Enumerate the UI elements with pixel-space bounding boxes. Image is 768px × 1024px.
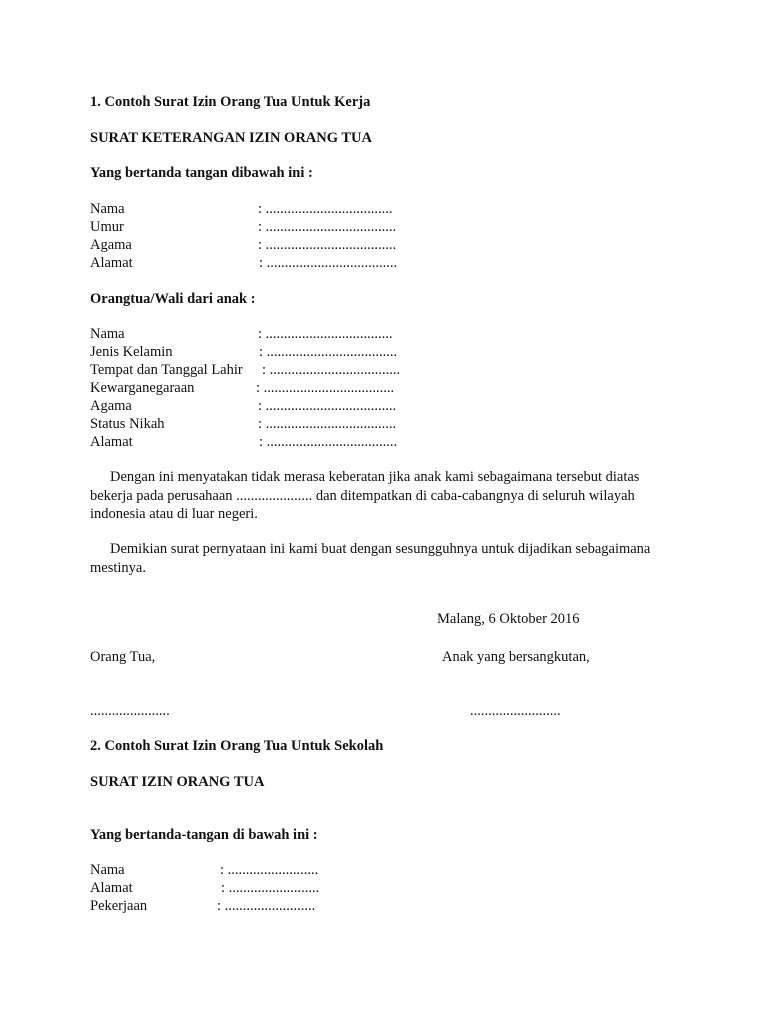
- field2-value-agama: : ....................................: [258, 398, 397, 414]
- section2-heading: 2. Contoh Surat Izin Orang Tua Untuk Sekolah: [90, 738, 384, 754]
- s2-label-alamat: Alamat: [90, 880, 133, 896]
- field-label-alamat: Alamat: [90, 255, 133, 271]
- field2-value-ttl: : ....................................: [262, 362, 401, 378]
- section1-title: SURAT KETERANGAN IZIN ORANG TUA: [90, 130, 372, 146]
- field2-value-status-nikah: : ....................................: [258, 416, 397, 432]
- field2-value-kewarganegaraan: : ....................................: [256, 380, 395, 396]
- field2-value-jenis-kelamin: : ....................................: [259, 344, 398, 360]
- signature-right-line: .........................: [470, 703, 561, 719]
- field-value-alamat: : ....................................: [259, 255, 398, 271]
- field2-label-status-nikah: Status Nikah: [90, 416, 165, 432]
- field-label-umur: Umur: [90, 219, 124, 235]
- section2-title: SURAT IZIN ORANG TUA: [90, 774, 265, 790]
- field2-label-kewarganegaraan: Kewarganegaraan: [90, 380, 195, 396]
- field-label-nama: Nama: [90, 201, 125, 217]
- place-date: Malang, 6 Oktober 2016: [437, 611, 580, 627]
- field2-label-agama: Agama: [90, 398, 132, 414]
- field2-label-jenis-kelamin: Jenis Kelamin: [90, 344, 173, 360]
- signature-right-label: Anak yang bersangkutan,: [442, 649, 590, 665]
- field2-value-nama: : ...................................: [258, 326, 393, 342]
- section1-heading: 1. Contoh Surat Izin Orang Tua Untuk Kerja: [90, 94, 371, 110]
- section2-intro: Yang bertanda-tangan di bawah ini :: [90, 827, 318, 843]
- field2-label-ttl: Tempat dan Tanggal Lahir: [90, 362, 243, 378]
- field-label-agama: Agama: [90, 237, 132, 253]
- field2-label-alamat: Alamat: [90, 434, 133, 450]
- field-value-nama: : ...................................: [258, 201, 393, 217]
- s2-label-pekerjaan: Pekerjaan: [90, 898, 148, 914]
- s2-label-nama: Nama: [90, 862, 125, 878]
- field-value-umur: : ....................................: [258, 219, 397, 235]
- s2-value-nama: : .........................: [220, 862, 319, 878]
- statement-paragraph: Dengan ini menyatakan tidak merasa keberatan jika anak kami sebagaimana tersebut diatas bekerja pada perusahaan ..................... dan ditempatkan di caba-cabangnya di seluruh wilayah indonesia atau di luar negeri.: [90, 469, 640, 522]
- field2-value-alamat: : ....................................: [259, 434, 398, 450]
- field-value-agama: : ....................................: [258, 237, 397, 253]
- closing-paragraph: Demikian surat pernyataan ini kami buat dengan sesungguhnya untuk dijadikan sebagaimana mestinya.: [90, 541, 651, 576]
- signature-left-line: ......................: [90, 703, 170, 719]
- guardian-heading: Orangtua/Wali dari anak :: [90, 291, 256, 307]
- s2-value-alamat: : .........................: [221, 880, 320, 896]
- section1-intro: Yang bertanda tangan dibawah ini :: [90, 165, 313, 181]
- s2-value-pekerjaan: : .........................: [217, 898, 316, 914]
- field2-label-nama: Nama: [90, 326, 125, 342]
- signature-left-label: Orang Tua,: [90, 649, 156, 665]
